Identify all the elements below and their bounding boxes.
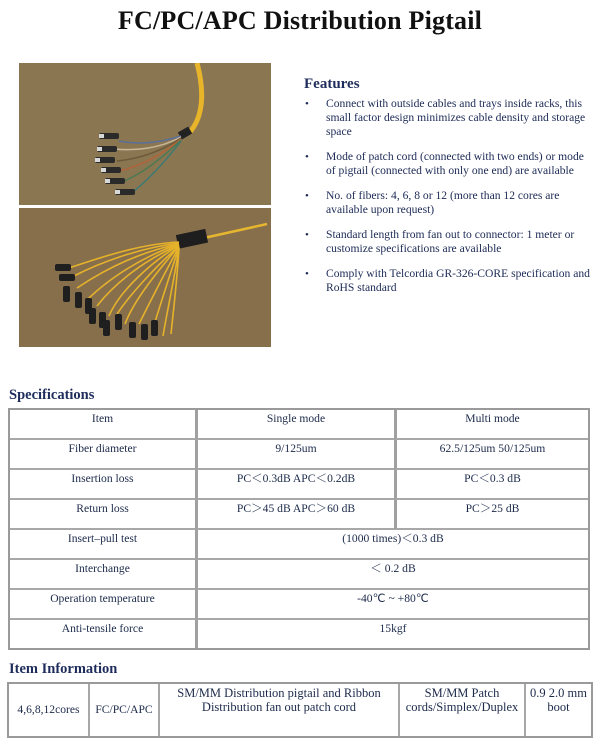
cell-multi: PC＞25 dB <box>394 500 588 530</box>
cell-single: PC＜0.3dB APC＜0.2dB <box>195 470 394 500</box>
cell-both: ＜ 0.2 dB <box>195 560 588 590</box>
features-heading: Features <box>304 76 360 92</box>
pigtail-6-fiber-image <box>19 63 271 205</box>
cell-single: PC＞45 dB APC＞60 dB <box>195 500 394 530</box>
bullet-icon: • <box>305 98 309 110</box>
table-row <box>9 684 591 736</box>
features-list <box>304 97 594 295</box>
table-row <box>10 530 588 560</box>
feature-item: • Connect with outside cables and trays inside racks, this small factor design minimizes cable density and storage space <box>305 97 586 138</box>
bullet-icon: • <box>305 229 309 241</box>
cell-item: Operation temperature <box>10 590 195 620</box>
features-section <box>304 76 594 306</box>
specifications-table <box>8 408 590 650</box>
item-information-heading: Item Information <box>9 661 118 677</box>
feature-item: • Standard length from fan out to connector: 1 meter or customize specifications are available <box>305 228 575 255</box>
cell-single: 9/125um <box>195 440 394 470</box>
table-row <box>10 590 588 620</box>
feature-item: • Comply with Telcordia GR-326-CORE specification and RoHS standard <box>305 267 590 294</box>
cell-patch-cords: SM/MM Patch cords/Simplex/Duplex <box>398 684 524 736</box>
cell-description: SM/MM Distribution pigtail and Ribbon Distribution fan out patch cord <box>158 684 398 736</box>
cell-item: Insert–pull test <box>10 530 195 560</box>
feature-item: • No. of fibers: 4, 6, 8 or 12 (more than 12 cores are available upon request) <box>305 189 560 216</box>
product-photo-12-fiber <box>19 208 271 347</box>
table-row <box>10 500 588 530</box>
cell-boot: 0.9 2.0 mm boot <box>524 684 591 736</box>
table-row <box>10 440 588 470</box>
table-header-row <box>10 410 588 440</box>
cell-both: 15kgf <box>195 620 588 648</box>
header-single-mode: Single mode <box>195 410 394 440</box>
cell-item: Insertion loss <box>10 470 195 500</box>
cell-item: Anti-tensile force <box>61 622 144 635</box>
header-multi-mode: Multi mode <box>394 410 588 440</box>
cell-multi: PC＜0.3 dB <box>394 470 588 500</box>
bullet-icon: • <box>305 151 309 163</box>
cell-multi: 62.5/125um 50/125um <box>394 440 588 470</box>
cell-item: Interchange <box>10 560 195 590</box>
table-row <box>10 560 588 590</box>
bullet-icon: • <box>305 190 309 202</box>
table-row <box>10 620 588 648</box>
cell-item: Fiber diameter <box>10 440 195 470</box>
cell-connector: FC/PC/APC <box>88 684 158 736</box>
cell-both: (1000 times)＜0.3 dB <box>195 530 588 560</box>
bullet-icon: • <box>305 268 309 280</box>
page-title: FC/PC/APC Distribution Pigtail <box>117 6 483 35</box>
pigtail-12-fiber-image <box>19 208 271 347</box>
cell-cores: 4,6,8,12cores <box>17 703 80 716</box>
cell-item: Return loss <box>10 500 195 530</box>
header-item: Item <box>10 410 195 440</box>
cell-both: -40℃ ~ +80℃ <box>195 590 588 620</box>
product-photo-6-fiber <box>19 63 271 205</box>
feature-item: • Mode of patch cord (connected with two ends) or mode of pigtail (connected with only one end) are available <box>305 150 584 177</box>
table-row <box>10 470 588 500</box>
specifications-heading: Specifications <box>9 387 95 403</box>
item-information-table <box>7 682 593 738</box>
